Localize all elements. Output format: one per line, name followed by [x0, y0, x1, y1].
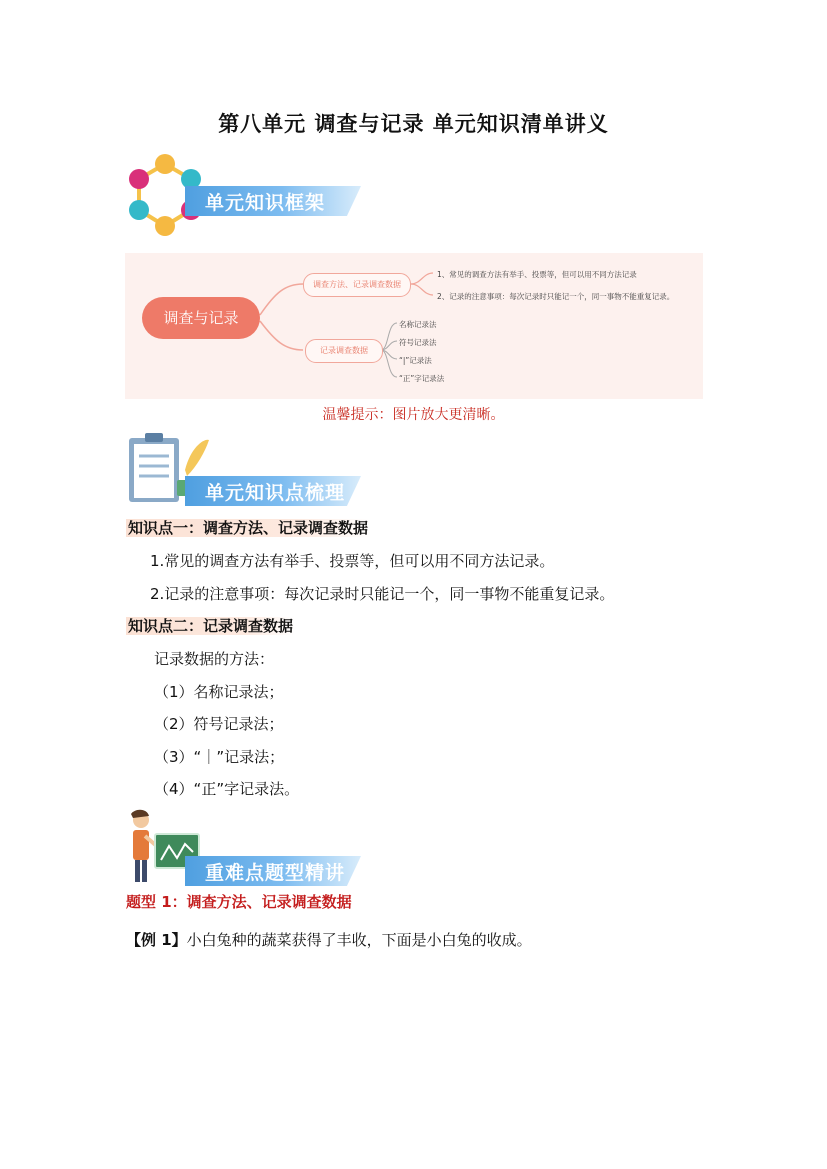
- mindmap-leaf: 1、常见的调查方法有举手、投票等，但可以用不同方法记录: [437, 270, 637, 279]
- mindmap-image: [125, 253, 703, 399]
- banner-title: 单元知识框架: [205, 192, 326, 214]
- knowledge-point-line: 1.常见的调查方法有举手、投票等，但可以用不同方法记录。: [150, 552, 555, 570]
- example-1: [126, 929, 532, 950]
- mindmap-leaf: “|”记录法: [399, 356, 432, 365]
- knowledge-point-intro: 记录数据的方法：: [154, 650, 275, 668]
- knowledge-point-line: 2.记录的注意事项：每次记录时只能记一个，同一事物不能重复记录。: [150, 585, 615, 603]
- knowledge-point-item: （1）名称记录法；: [154, 683, 284, 701]
- knowledge-point-item: （3）“｜”记录法；: [154, 748, 285, 766]
- problem-type-heading: 题型 1：调查方法、记录调查数据: [126, 893, 352, 911]
- section-header-key-problems: [125, 808, 361, 886]
- mindmap-branch-1: 调查方法、记录调查数据: [303, 273, 411, 297]
- section-header-knowledge: [125, 430, 361, 506]
- example-text: 小白兔种的蔬菜获得了丰收，下面是小白兔的收成。: [186, 931, 532, 949]
- knowledge-point-2-heading: 知识点二：记录调查数据: [128, 617, 294, 635]
- example-tag: 【例 1】: [126, 931, 187, 949]
- mindmap-leaf: 符号记录法: [399, 338, 437, 347]
- mindmap-root-node: 调查与记录: [142, 297, 260, 339]
- section-header-framework: [125, 152, 361, 242]
- mindmap-leaf: 名称记录法: [399, 320, 437, 329]
- mindmap-leaf: “正”字记录法: [399, 374, 445, 383]
- banner-title: 重难点题型精讲: [205, 862, 346, 884]
- page-title: 第八单元 调查与记录 单元知识清单讲义: [218, 112, 609, 136]
- knowledge-point-1-heading: 知识点一：调查方法、记录调查数据: [128, 519, 369, 537]
- knowledge-point-item: （2）符号记录法；: [154, 715, 284, 733]
- mindmap-branch-2: 记录调查数据: [305, 339, 383, 363]
- banner-title: 单元知识点梳理: [205, 482, 346, 504]
- tip-text: 温馨提示：图片放大更清晰。: [322, 407, 505, 423]
- knowledge-point-item: （4）“正”字记录法。: [154, 780, 300, 798]
- mindmap-leaf: 2、记录的注意事项：每次记录时只能记一个，同一事物不能重复记录。: [437, 292, 675, 301]
